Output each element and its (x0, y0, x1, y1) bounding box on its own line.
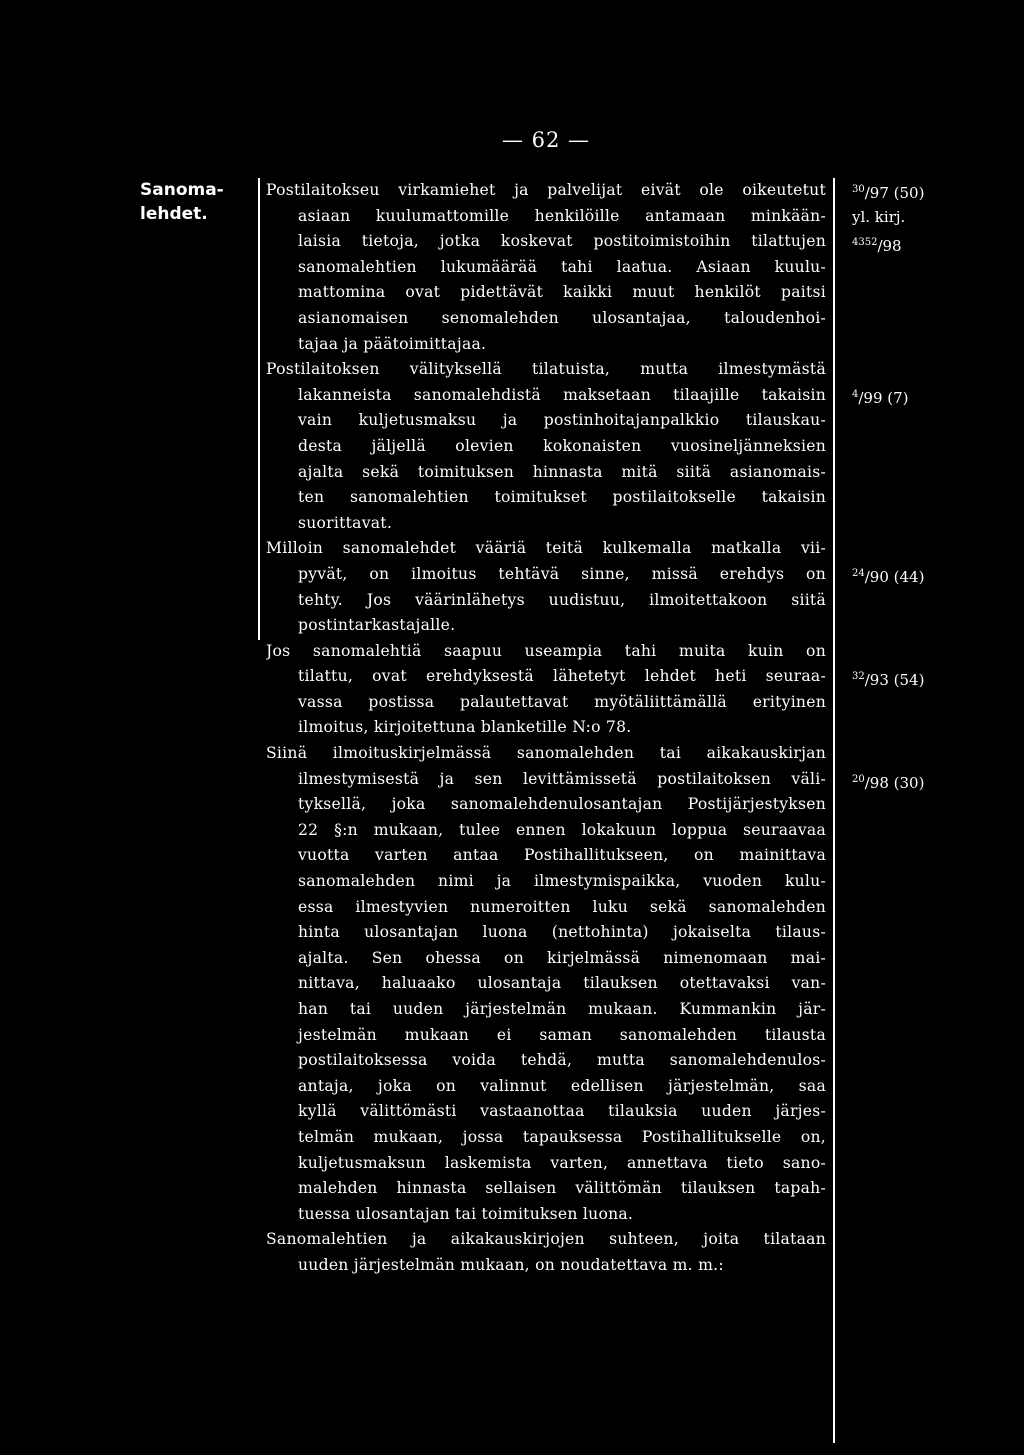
text-line: Postilaitokseu virkamiehet ja palvelijat eivät ole oikeutetut (266, 181, 826, 199)
text-line: postintarkastajalle. (298, 616, 456, 635)
text-line: asianomaisen senomalehden ulosantajaa, taloudenhoi- (298, 308, 826, 327)
text-line: antaja, joka on valinnut edellisen järjestelmän, saa (298, 1076, 826, 1095)
paragraph (266, 1227, 826, 1278)
text-line: kyllä välittömästi vastaanottaa tilauksia uuden järjes- (298, 1102, 826, 1121)
paragraph (266, 741, 826, 1227)
margin-ref-5: $^{24}$/90 (44) (852, 568, 925, 586)
text-line: han tai uuden järjestelmän mukaan. Kummankin jär- (298, 1000, 826, 1018)
text-line: laisia tietoja, jotka koskevat postitoimistoihin tilattujen (298, 232, 826, 251)
text-line: Milloin sanomalehdet vääriä teitä kulkemalla matkalla vii- (266, 539, 826, 558)
text-line: Postilaitoksen välityksellä tilatuista, mutta ilmestymästä (266, 360, 826, 379)
left-margin-rule (258, 178, 260, 640)
text-line: Siinä ilmoituskirjelmässä sanomalehden tai aikakauskirjan (266, 744, 826, 763)
section-label-line-1: Sanoma- (140, 180, 224, 200)
text-line: desta jäljellä olevien kokonaisten vuosineljänneksien (298, 436, 826, 455)
text-line: mattomina ovat pidettävät kaikki muut henkilöt paitsi (298, 283, 826, 302)
text-line: suorittavat. (298, 513, 393, 532)
text-line: nittava, haluaako ulosantaja tilauksen otettavaksi van- (298, 974, 826, 993)
text-line: vain kuljetusmaksu ja postinhoitajanpalkkio tilauskau- (298, 411, 826, 430)
text-line: essa ilmestyvien numeroitten luku sekä sanomalehden (298, 897, 826, 916)
text-line: postilaitoksessa voida tehdä, mutta sanomalehdenulos- (298, 1051, 826, 1070)
margin-ref-7: $^{20}$/98 (30) (852, 774, 925, 792)
text-line: Sanomalehtien ja aikakauskirjojen suhteen, joita tilataan (266, 1230, 826, 1249)
text-line: uuden järjestelmän mukaan, on noudatettava m. m.: (298, 1255, 724, 1274)
text-line: pyvät, on ilmoitus tehtävä sinne, missä erehdys on (298, 564, 826, 583)
right-margin-rule (833, 178, 835, 1443)
text-line: sanomalehden nimi ja ilmestymispaikka, vuoden kulu- (298, 872, 826, 891)
text-line: jestelmän mukaan ei saman sanomalehden tilausta (298, 1025, 826, 1044)
text-line: sanomalehtien lukumäärää tahi laatua. Asiaan kuulu- (298, 257, 826, 276)
text-line: kuljetusmaksun laskemista varten, annettava tieto sano- (298, 1153, 826, 1172)
text-line: ilmestymisestä ja sen levittämissetä postilaitoksen väli- (298, 769, 826, 788)
margin-ref-1: $^{30}$/97 (50) (852, 184, 925, 202)
text-line: asiaan kuulumattomille henkilöille antamaan minkään- (298, 206, 826, 225)
text-line: Jos sanomalehtiä saapuu useampia tahi muita kuin on (266, 641, 826, 660)
text-line: vuotta varten antaa Postihallitukseen, on mainittava (298, 846, 826, 865)
page-number: — 62 — (501, 128, 591, 152)
text-line: ten sanomalehtien toimitukset postilaitokselle takaisin (298, 488, 826, 507)
text-line: ajalta. Sen ohessa on kirjelmässä nimenomaan mai- (298, 948, 826, 967)
paragraph (266, 536, 826, 638)
paragraph (266, 178, 826, 357)
paragraph (266, 639, 826, 741)
text-line: malehden hinnasta sellaisen välittömän tilauksen tapah- (298, 1179, 826, 1198)
text-line: tyksellä, joka sanomalehdenulosantajan Postijärjestyksen (298, 795, 826, 814)
margin-ref-4: $^4$/99 (7) (852, 389, 909, 407)
text-line: tehty. Jos väärinlähetys uudistuu, ilmoitettakoon siitä (298, 590, 826, 609)
text-line: tilattu, ovat erehdyksestä lähetetyt lehdet heti seuraa- (298, 667, 826, 686)
text-line: ajalta sekä toimituksen hinnasta mitä siitä asianomais- (298, 462, 826, 481)
margin-ref-6: $^{32}$/93 (54) (852, 671, 925, 689)
margin-ref-3: $^{4352}$/98 (852, 237, 902, 255)
paragraph (266, 357, 826, 536)
text-line: telmän mukaan, jossa tapauksessa Postihallitukselle on, (298, 1127, 826, 1146)
text-line: 22 §:n mukaan, tulee ennen lokakuun loppua seuraavaa (298, 820, 826, 839)
text-line: vassa postissa palautettavat myötäliittämällä erityinen (298, 692, 826, 711)
text-line: ilmoitus, kirjoitettuna blanketille N:o 78. (298, 718, 632, 737)
text-line: tajaa ja päätoimittajaa. (298, 334, 487, 353)
section-label (140, 178, 250, 226)
section-label-line-2: lehdet. (140, 204, 208, 224)
margin-ref-2: yl. kirj. (852, 208, 906, 226)
main-text-column (266, 178, 826, 1279)
text-line: lakanneista sanomalehdistä maksetaan tilaajille takaisin (298, 385, 826, 404)
text-line: tuessa ulosantajan tai toimituksen luona. (298, 1204, 634, 1223)
text-line: hinta ulosantajan luona (nettohinta) jokaiselta tilaus- (298, 923, 826, 942)
